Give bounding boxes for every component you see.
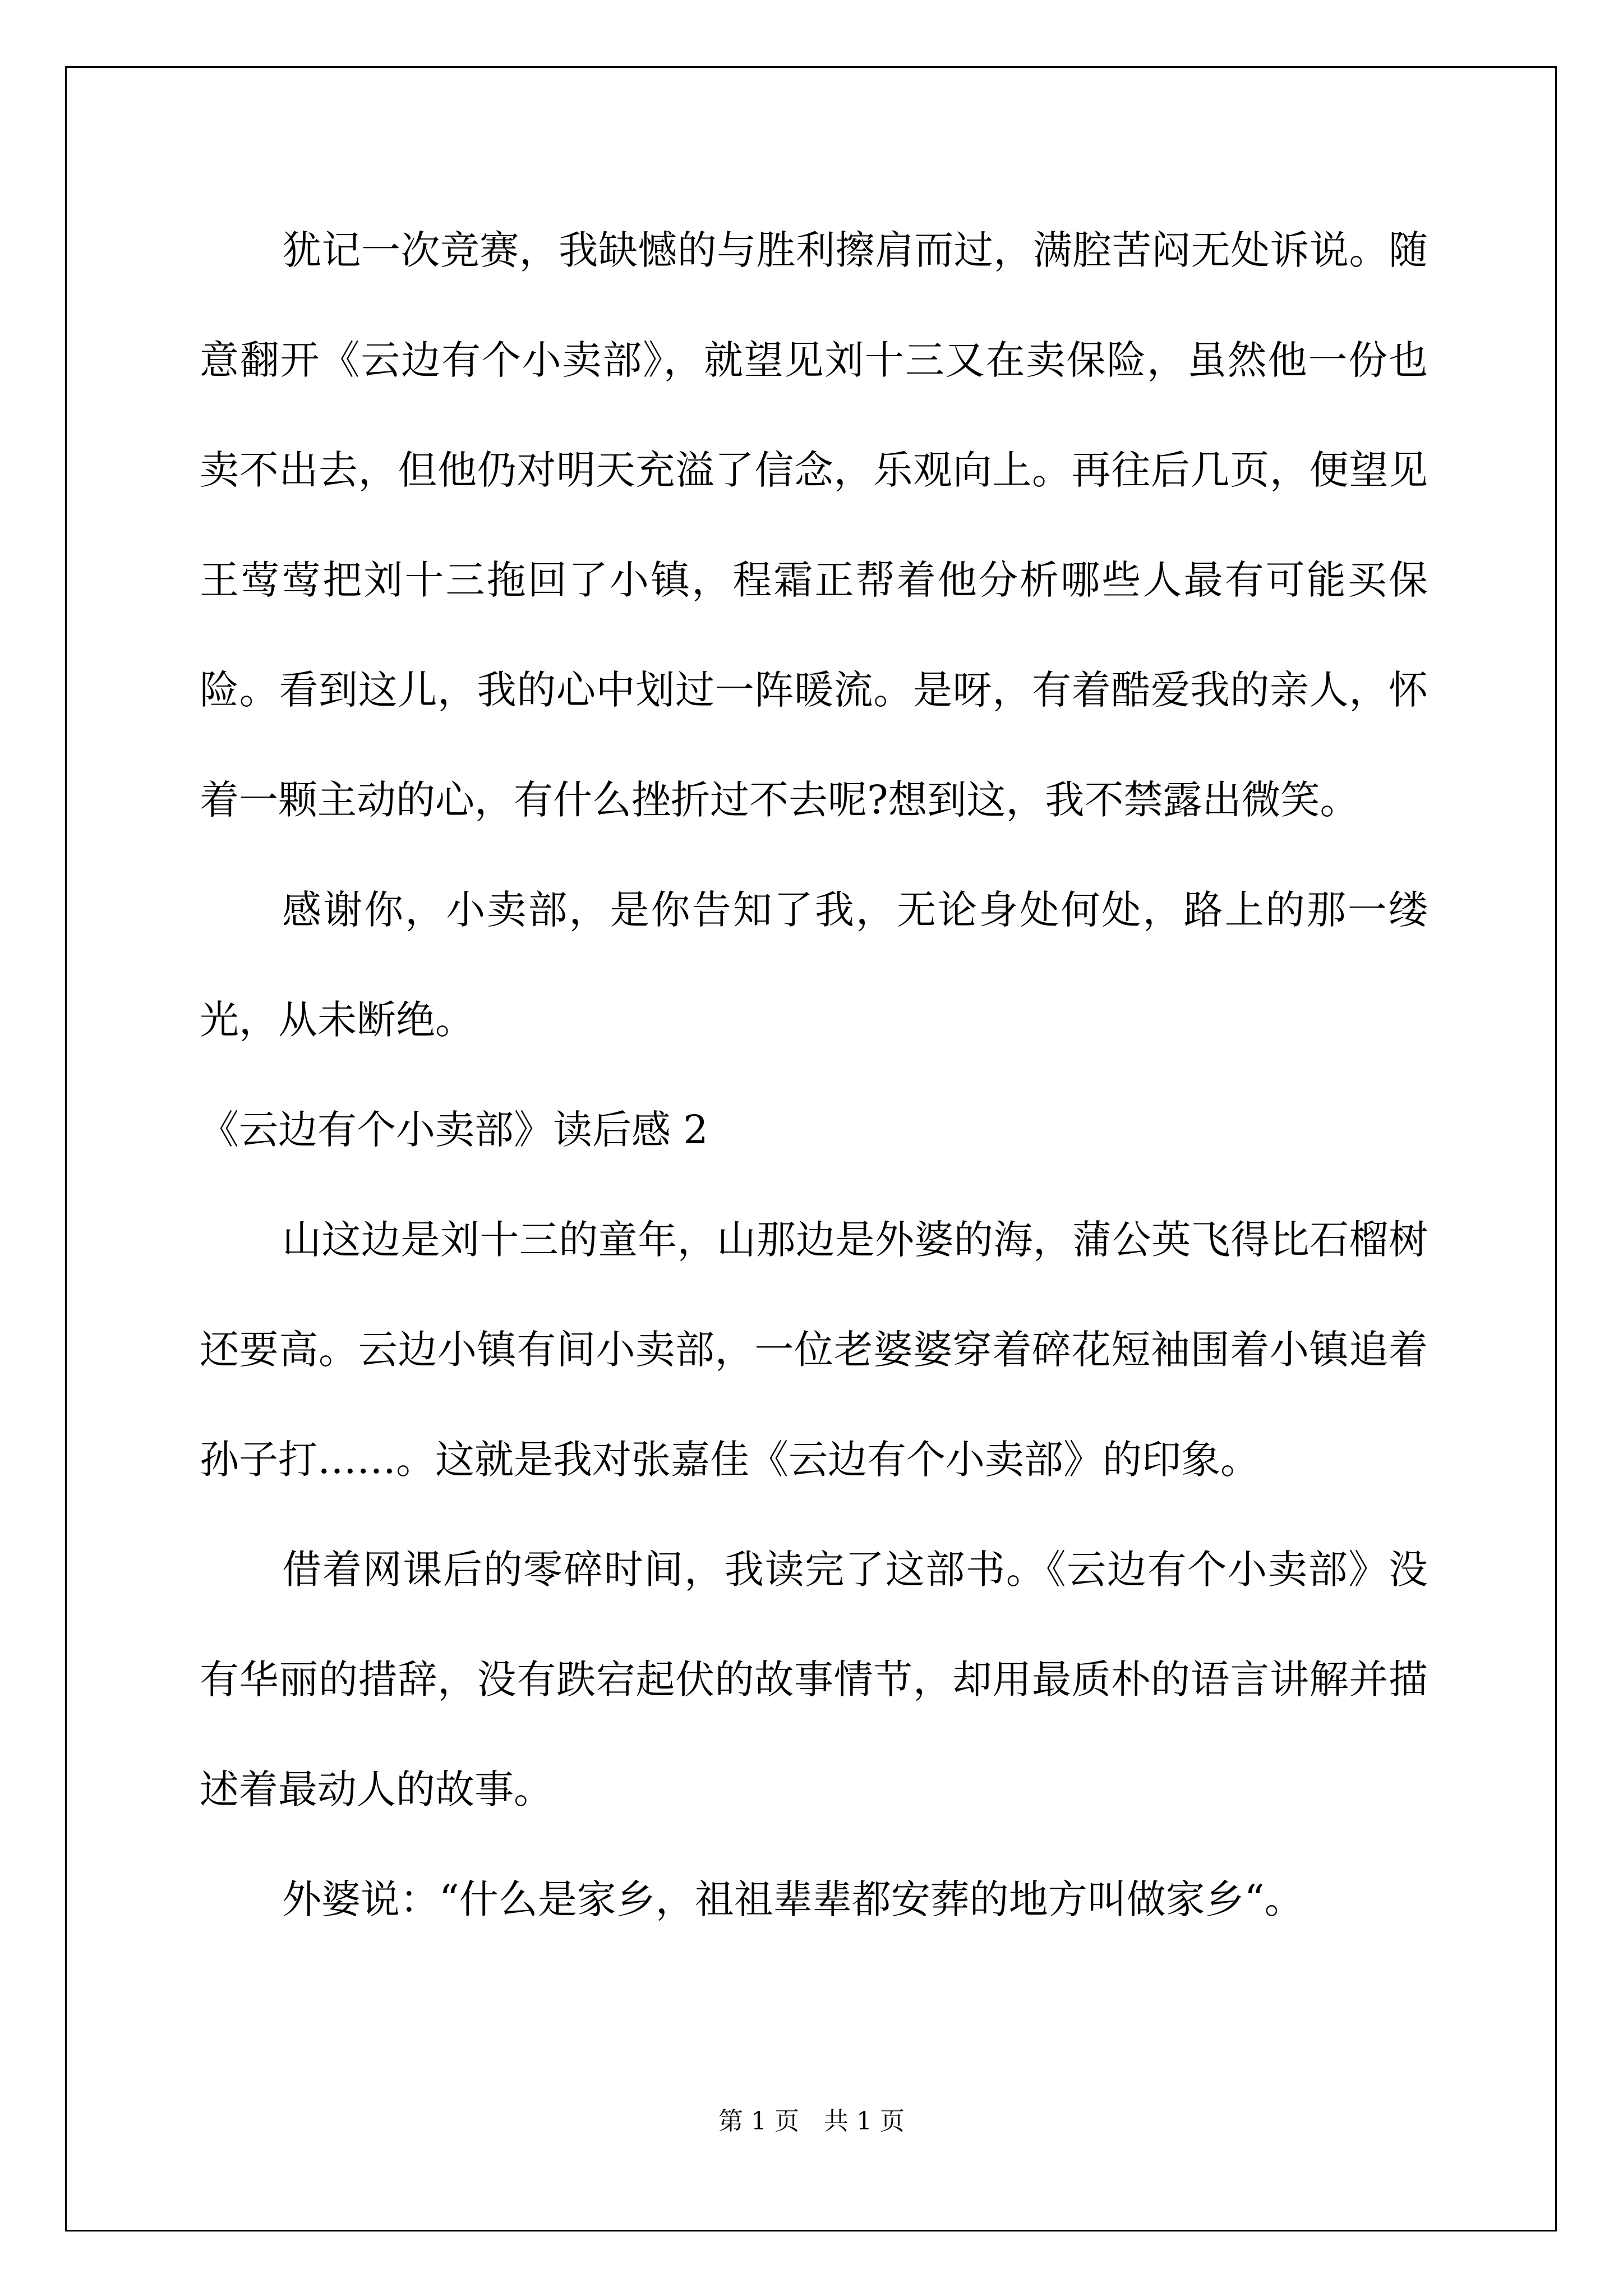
body-paragraph-1: 犹记一次竞赛，我缺憾的与胜利擦肩而过，满腔苦闷无处诉说。随意翻开《云边有个小卖部》，就望见刘十三又在卖保险，虽然他一份也卖不出去，但他仍对明天充溢了信念，乐观向上。再往后几页，便望见王莺莺把刘十三拖回了小镇，程霜正帮着他分析哪些人最有可能买保险。看到这儿，我的心中划过一阵暖流。是呀，有着酷爱我的亲人，怀着一颗主动的心，有什么挫折过不去呢?想到这，我不禁露出微笑。 — [200, 227, 1428, 823]
section-heading: 《云边有个小卖部》读后感 2 — [200, 1107, 708, 1153]
body-paragraph-5: 外婆说：“什么是家乡，祖祖辈辈都安葬的地方叫做家乡“。 — [282, 1876, 1304, 1922]
body-paragraph-3: 山这边是刘十三的童年，山那边是外婆的海，蒲公英飞得比石榴树还要高。云边小镇有间小卖部，一位老婆婆穿着碎花短袖围着小镇追着孙子打……。这就是我对张嘉佳《云边有个小卖部》的印象。 — [200, 1217, 1428, 1483]
document-body — [200, 195, 1428, 1954]
body-paragraph-4: 借着网课后的零碎时间，我读完了这部书。《云边有个小卖部》没有华丽的措辞，没有跌宕起伏的故事情节，却用最质朴的语言讲解并描述着最动人的故事。 — [200, 1547, 1428, 1812]
body-paragraph-2: 感谢你，小卖部，是你告知了我，无论身处何处，路上的那一缕光，从未断绝。 — [200, 887, 1428, 1043]
page-number-footer: 第 1 页 共 1 页 — [718, 2107, 905, 2136]
